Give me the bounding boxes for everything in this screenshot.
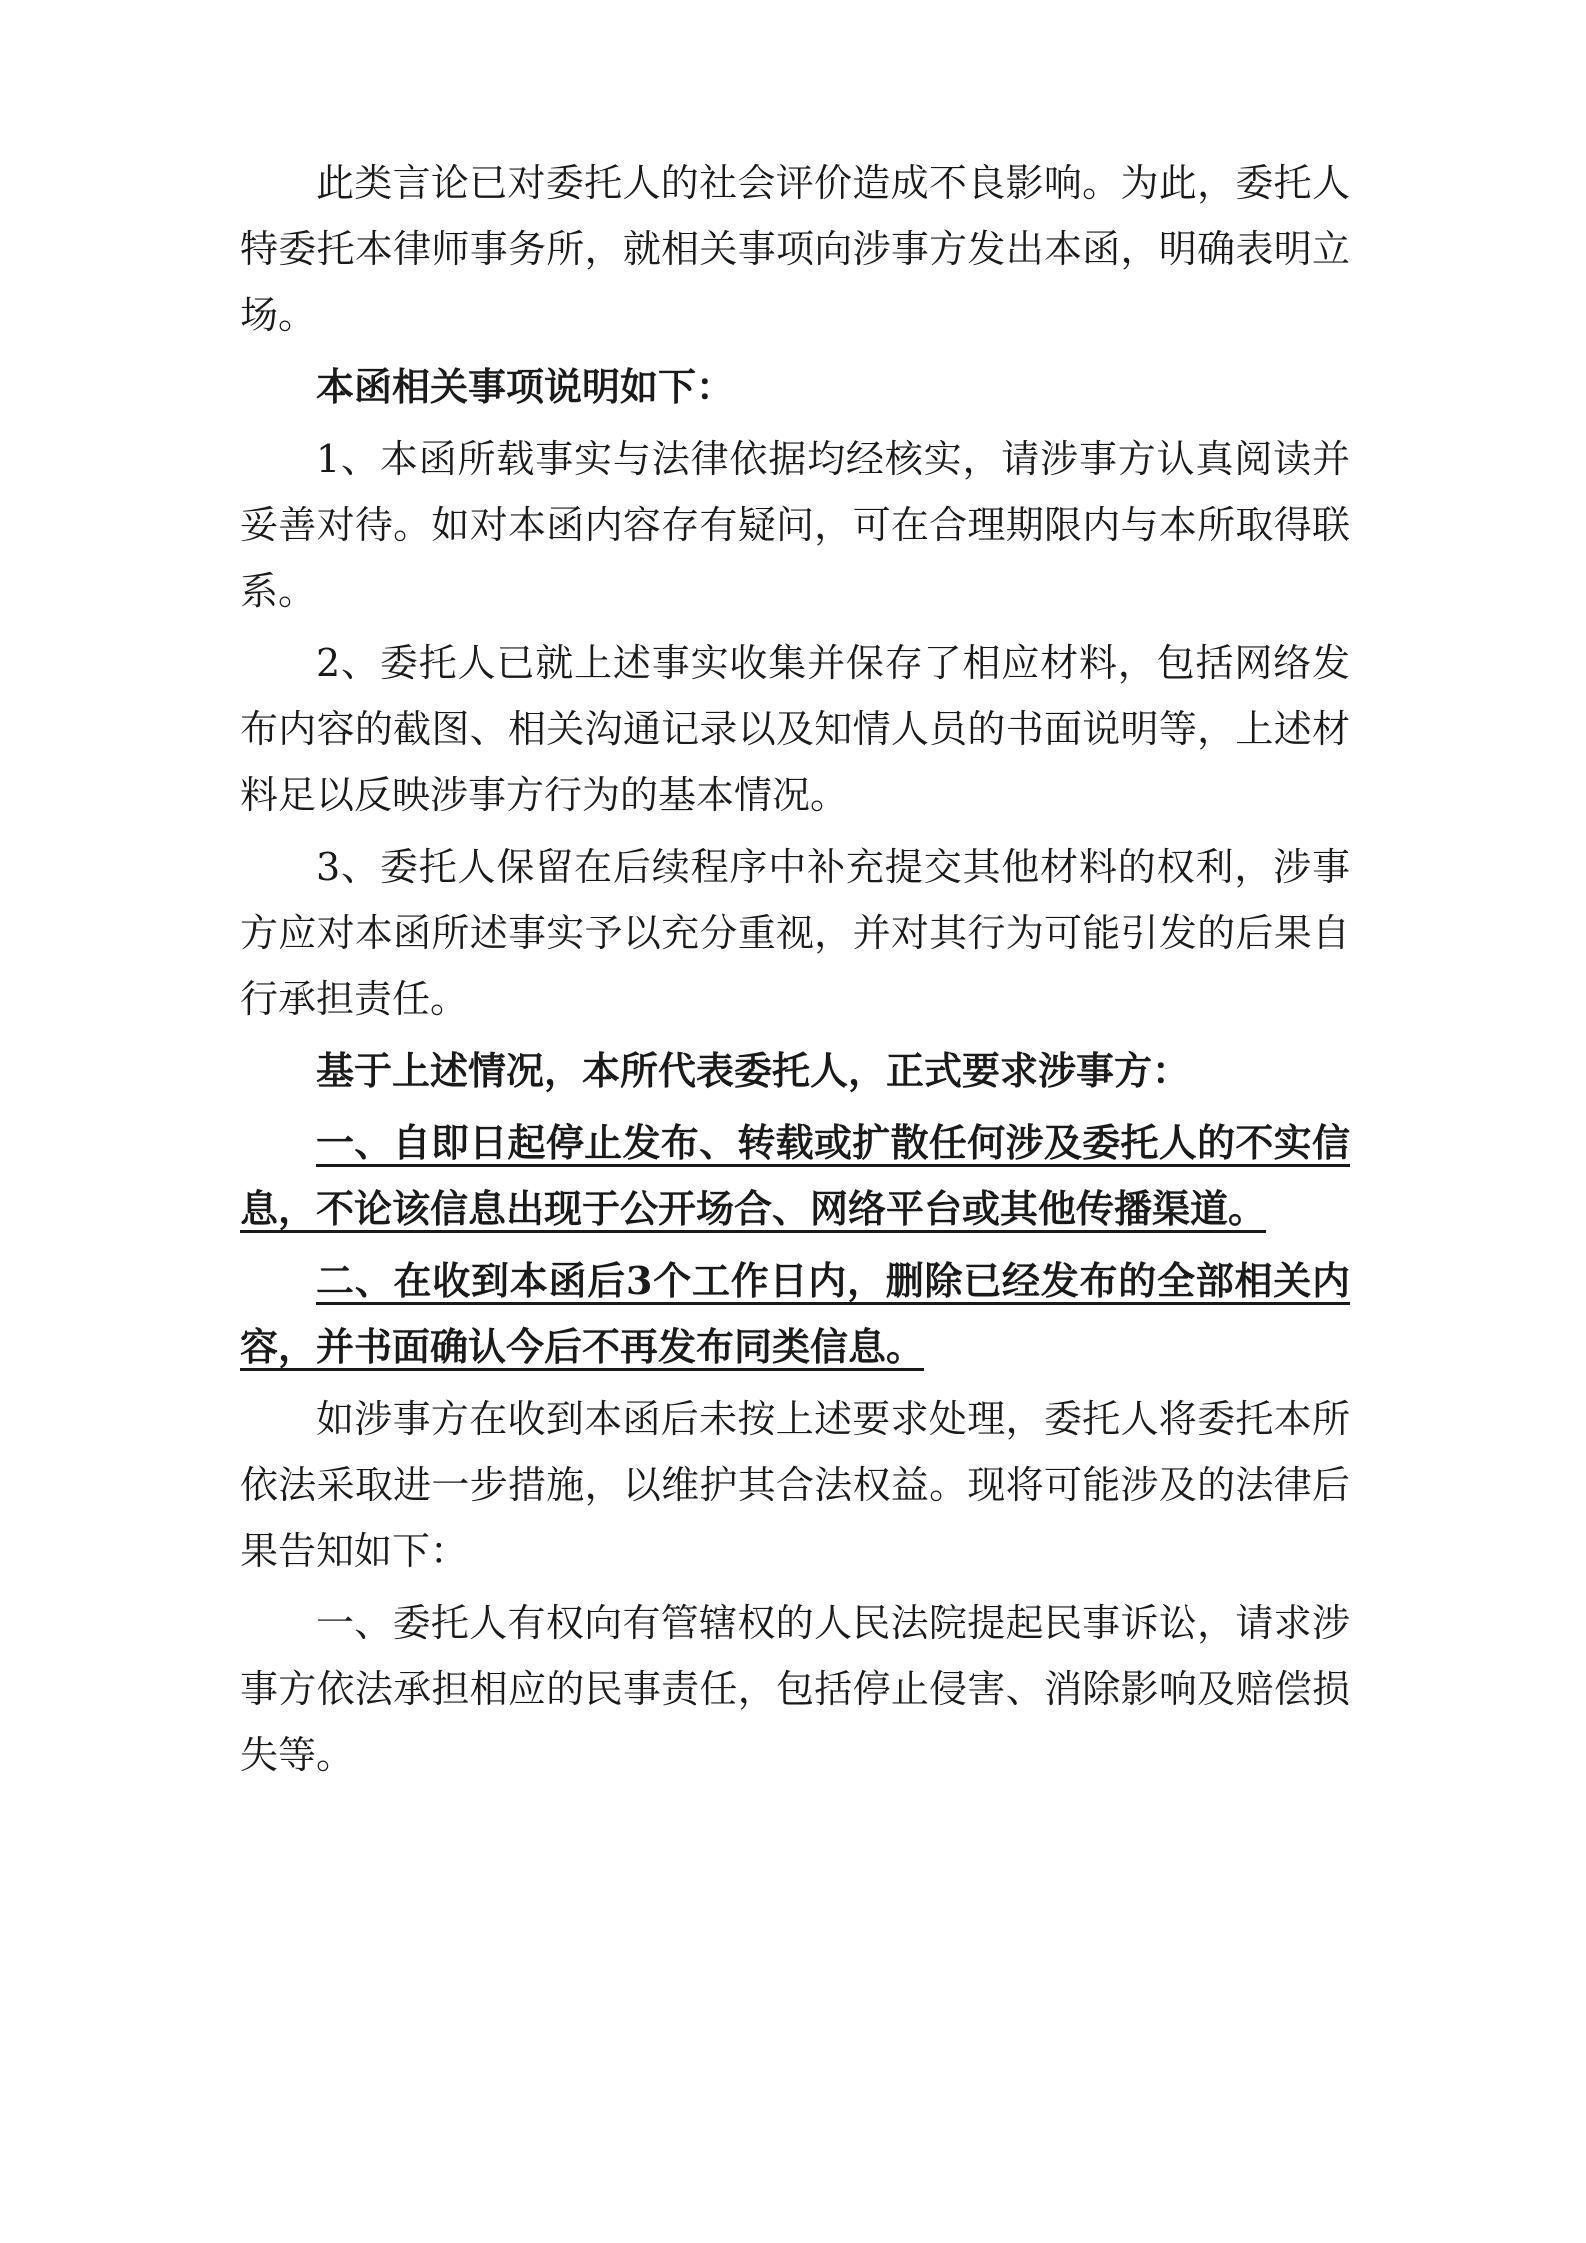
section-heading: 本函相关事项说明如下： <box>316 364 735 409</box>
numbered-item-2: 2、委托人已就上述事实收集并保存了相应材料，包括网络发布内容的截图、相关沟通记录以及知情人员的书面说明等，上述材料足以反映涉事方行为的基本情况。 <box>240 641 1350 817</box>
numbered-item-3: 3、委托人保留在后续程序中补充提交其他材料的权利，涉事方应对本函所述事实予以充分重视，并对其行为可能引发的后果自行承担责任。 <box>240 845 1350 1021</box>
consequence-item-1: 一、委托人有权向有管辖权的人民法院提起民事诉讼，请求涉事方依法承担相应的民事责任，包括停止侵害、消除影响及赔偿损失等。 <box>240 1601 1350 1777</box>
demand-item-1: 一、自即日起停止发布、转载或扩散任何涉及委托人的不实信息，不论该信息出现于公开场合、网络平台或其他传播渠道。 <box>240 1120 1350 1231</box>
letter-body <box>240 150 1350 1794</box>
demands-heading: 基于上述情况，本所代表委托人，正式要求涉事方： <box>316 1048 1191 1093</box>
paragraph-intro: 此类言论已对委托人的社会评价造成不良影响。为此，委托人特委托本律师事务所，就相关事项向涉事方发出本函，明确表明立场。 <box>240 161 1350 337</box>
consequences-intro: 如涉事方在收到本函后未按上述要求处理，委托人将委托本所依法采取进一步措施，以维护其合法权益。现将可能涉及的法律后果告知如下： <box>240 1397 1350 1573</box>
demand-item-2: 二、在收到本函后3个工作日内，删除已经发布的全部相关内容，并书面确认今后不再发布同类信息。 <box>240 1258 1350 1369</box>
numbered-item-1: 1、本函所载事实与法律依据均经核实，请涉事方认真阅读并妥善对待。如对本函内容存有疑问，可在合理期限内与本所取得联系。 <box>240 437 1350 613</box>
